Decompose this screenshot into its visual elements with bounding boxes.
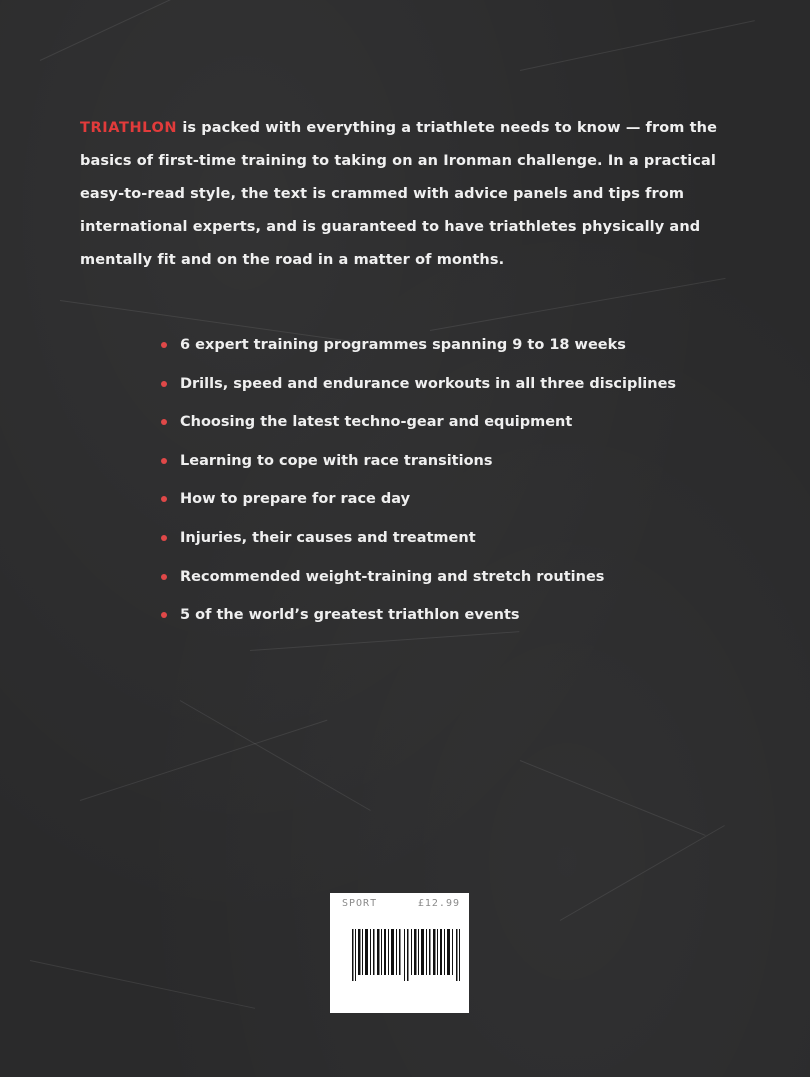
list-item — [160, 331, 676, 370]
list-item — [160, 485, 676, 524]
bullet-dot-icon — [161, 535, 167, 541]
list-item-text: Recommended weight-training and stretch routines — [180, 568, 605, 585]
list-item-text: 5 of the world’s greatest triathlon events — [180, 607, 520, 624]
bullet-dot-icon — [161, 342, 167, 348]
feature-list — [160, 331, 676, 640]
list-item-text: Learning to cope with race transitions — [180, 452, 493, 469]
list-item — [160, 447, 676, 486]
barcode-price: £12.99 — [417, 898, 460, 909]
intro-paragraph — [80, 112, 730, 277]
intro-text: is packed with everything a triathlete needs to know — from the basics of first-time training to taking on an Ironman challenge. In a practical easy-to-read style, the text is crammed with advice panels and tips from international experts, and is guaranteed to have triathletes physically and mentally fit and on the road in a matter of months. — [80, 120, 718, 268]
bullet-dot-icon — [161, 612, 167, 618]
bullet-dot-icon — [161, 458, 167, 464]
list-item-text: Drills, speed and endurance workouts in all three disciplines — [180, 375, 677, 392]
list-item-text: Choosing the latest techno-gear and equipment — [180, 414, 573, 431]
bullet-dot-icon — [161, 419, 167, 425]
list-item — [160, 370, 676, 409]
brand-name: TRIATHLON — [80, 120, 178, 136]
list-item — [160, 601, 676, 640]
bullet-dot-icon — [161, 381, 167, 387]
barcode-icon — [352, 929, 462, 981]
list-item — [160, 563, 676, 602]
barcode-label — [330, 893, 469, 1013]
list-item-text: How to prepare for race day — [180, 491, 411, 508]
list-item-text: Injuries, their causes and treatment — [180, 529, 476, 546]
bullet-dot-icon — [161, 496, 167, 502]
list-item — [160, 524, 676, 563]
list-item-text: 6 expert training programmes spanning 9 to 18 weeks — [180, 337, 626, 353]
bullet-dot-icon — [161, 574, 167, 580]
barcode-category: SPORT — [342, 898, 378, 909]
list-item — [160, 408, 676, 447]
